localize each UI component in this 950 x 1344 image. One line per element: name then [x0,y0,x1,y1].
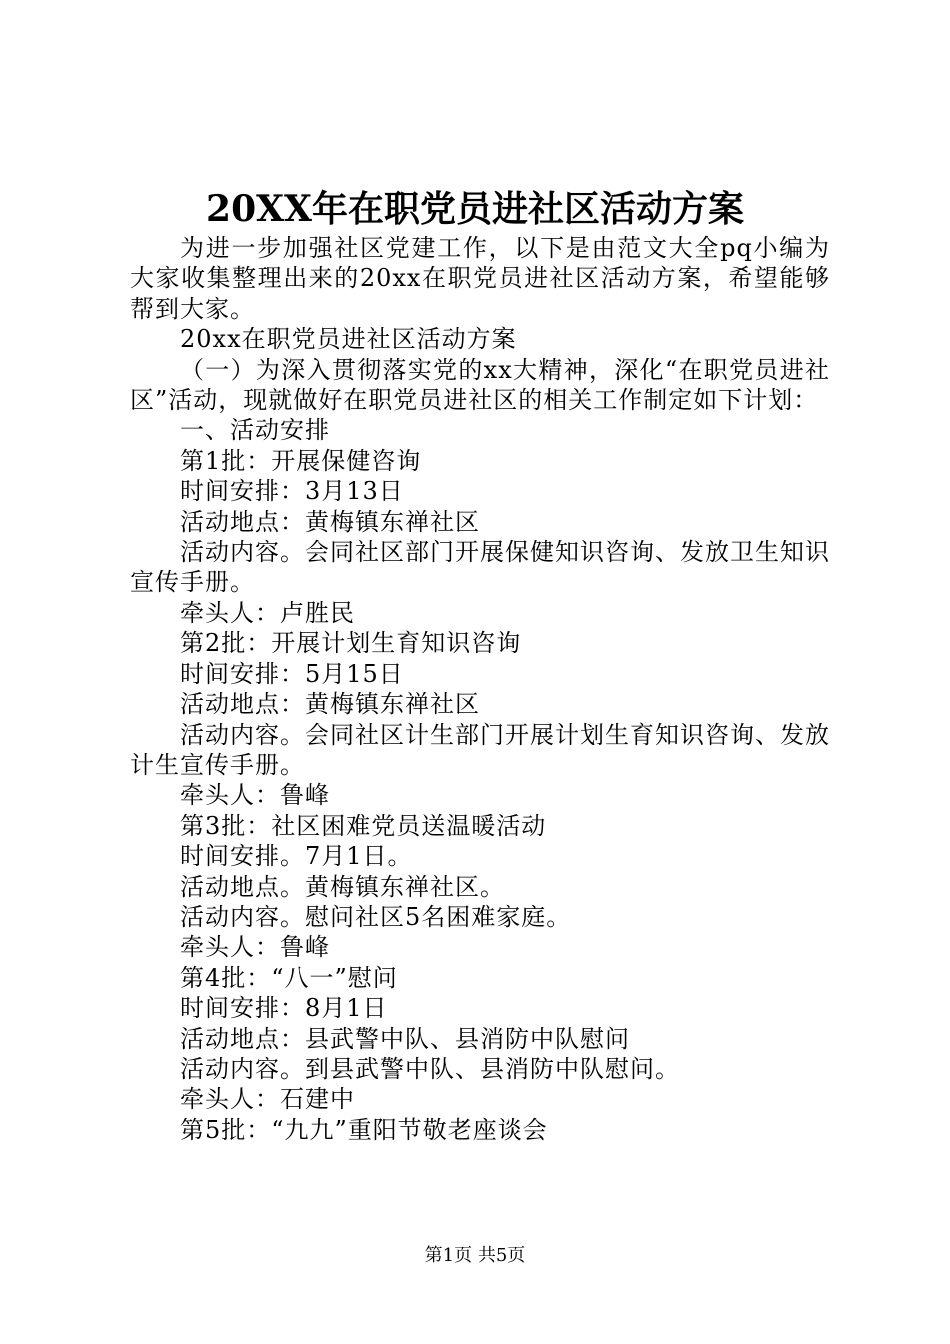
batch-2-location: 活动地点：黄梅镇东禅社区 [180,690,480,719]
batch-3-location: 活动地点。黄梅镇东禅社区。 [180,872,505,901]
page-footer: 第1页 共5页 [424,1245,526,1266]
batch-4-time: 时间安排：8月1日 [180,994,388,1023]
batch-3-leader: 牵头人：鲁峰 [180,933,330,962]
batch-1-content: 活动内容。会同社区部门开展保健知识咨询、发放卫生知识宣传手册。 [130,538,830,597]
batch-2-leader: 牵头人：鲁峰 [180,781,330,810]
batch-2-content: 活动内容。会同社区计生部门开展计划生育知识咨询、发放计生宣传手册。 [130,720,830,779]
batch-1-title: 第1批：开展保健咨询 [180,446,422,475]
paragraph-intro: 为进一步加强社区党建工作，以下是由范文大全pq小编为大家收集整理出来的20xx在职党员进社区活动方案，希望能够帮到大家。 [130,234,830,323]
batch-1-leader: 牵头人：卢胜民 [180,598,355,627]
batch-1-time: 时间安排：3月13日 [180,477,404,506]
batch-4-location: 活动地点：县武警中队、县消防中队慰问 [180,1024,630,1053]
document-title: 20XX年在职党员进社区活动方案 [206,188,744,230]
batch-3-title: 第3批：社区困难党员送温暖活动 [180,811,547,840]
paragraph-subtitle: 20xx在职党员进社区活动方案 [180,325,517,354]
batch-4-leader: 牵头人：石建中 [180,1085,355,1114]
paragraph-purpose: （一）为深入贯彻落实党的xx大精神，深化“在职党员进社区”活动，现就做好在职党员进社区的相关工作制定如下计划： [130,355,830,415]
section-heading: 一、活动安排 [180,416,330,445]
batch-4-content: 活动内容。到县武警中队、县消防中队慰问。 [180,1054,680,1083]
batch-5-title: 第5批：“九九”重阳节敬老座谈会 [180,1115,548,1144]
batch-3-content: 活动内容。慰问社区5名困难家庭。 [180,902,572,931]
batch-2-time: 时间安排：5月15日 [180,659,404,688]
document-body [130,233,830,1145]
batch-1-location: 活动地点：黄梅镇东禅社区 [180,507,480,536]
batch-4-title: 第4批：“八一”慰问 [180,963,398,992]
batch-3-time: 时间安排。7月1日。 [180,842,413,871]
batch-2-title: 第2批：开展计划生育知识咨询 [180,629,522,658]
